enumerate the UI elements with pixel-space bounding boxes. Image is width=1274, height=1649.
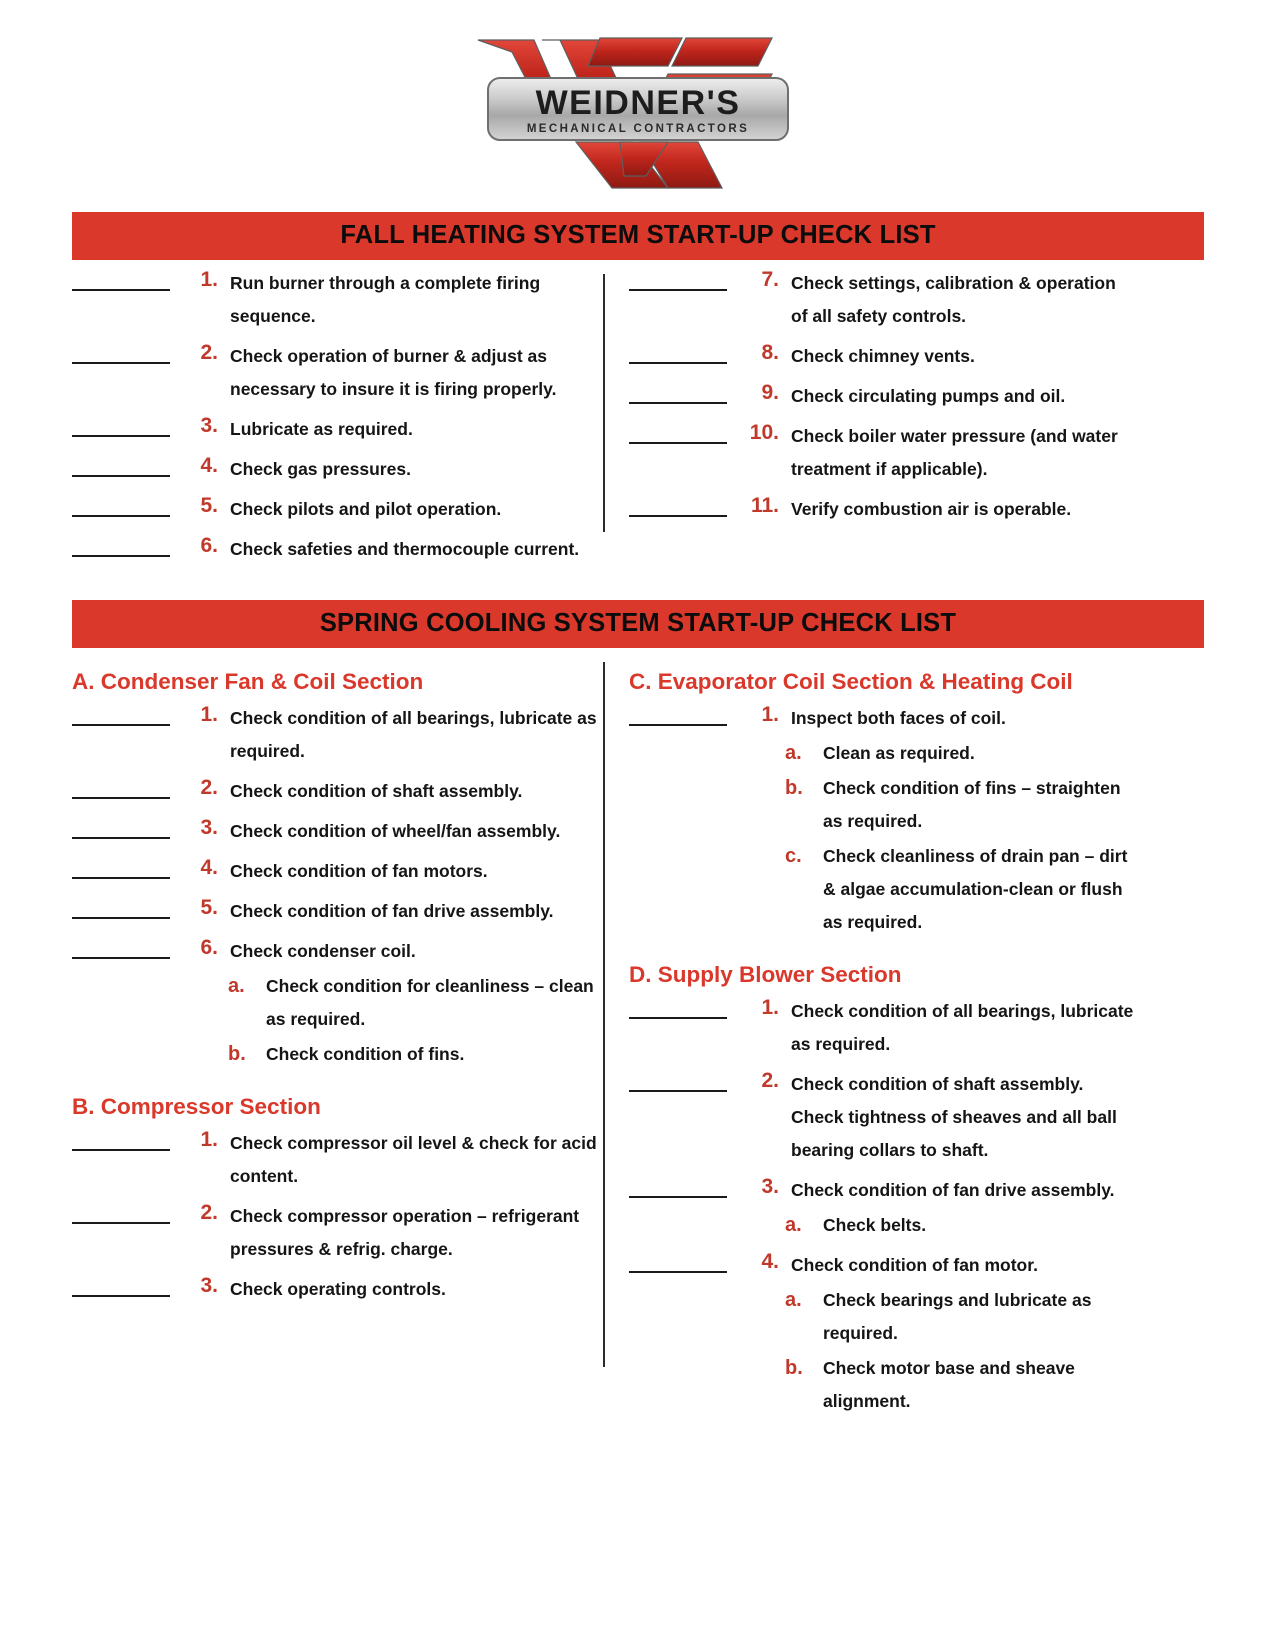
checklist-subitem [629, 840, 1136, 939]
checklist-item [72, 775, 597, 808]
fall-heating-band-title: FALL HEATING SYSTEM START-UP CHECK LIST [72, 212, 1204, 260]
checklist-item [72, 935, 597, 968]
checklist-item-text: Check gas pressures. [230, 458, 411, 479]
checklist-subitem [629, 1352, 1136, 1418]
checklist-item [629, 420, 1136, 486]
checklist-blank-line[interactable] [629, 420, 727, 446]
spring-cooling-right-column [605, 648, 1136, 1418]
checklist-item-text: Check condenser coil. [230, 940, 416, 961]
checklist-item-text: Check circulating pumps and oil. [791, 385, 1066, 406]
checklist-item-text: Run burner through a complete firing sequence. [230, 272, 541, 326]
checklist-blank-line[interactable] [629, 702, 727, 728]
checklist-item [72, 702, 597, 768]
checklist-item [629, 702, 1136, 735]
checklist-item-number: 1. [200, 1127, 218, 1151]
checklist-item [629, 1068, 1136, 1167]
checklist-subitem-spacer [72, 970, 170, 996]
checklist-subitem-letter: b. [785, 1356, 803, 1379]
checklist-item [72, 453, 597, 486]
checklist-blank-line[interactable] [72, 775, 170, 801]
checklist-subitem-letter: b. [228, 1042, 246, 1065]
checklist-item-text: Check settings, calibration & operation of all safety controls. [791, 272, 1116, 326]
checklist-item-number: 3. [200, 413, 218, 437]
fall-heating-right-column [605, 260, 1136, 566]
checklist-blank-line[interactable] [629, 1249, 727, 1275]
checklist-item [629, 995, 1136, 1061]
checklist-item [72, 855, 597, 888]
checklist-sheet [0, 212, 1274, 1418]
checklist-item-text: Check operation of burner & adjust as necessary to insure it is firing properly. [230, 345, 557, 399]
checklist-subitem-letter: b. [785, 776, 803, 799]
checklist-item-number: 11. [750, 493, 779, 517]
checklist-blank-line[interactable] [72, 533, 170, 559]
logo-tagline-text: MECHANICAL CONTRACTORS [526, 123, 750, 135]
checklist-item [72, 493, 597, 526]
checklist-item [629, 380, 1136, 413]
checklist-item-text: Check safeties and thermocouple current. [230, 538, 580, 559]
checklist-subitem [629, 737, 1136, 770]
checklist-subitem-letter: a. [785, 741, 802, 764]
checklist-item-number: 2. [761, 1068, 779, 1092]
checklist-item-text: Check compressor oil level & check for acid content. [230, 1132, 597, 1186]
checklist-blank-line[interactable] [72, 267, 170, 293]
checklist-item [629, 340, 1136, 373]
checklist-item [72, 413, 597, 446]
spring-right-groups [629, 668, 1136, 1418]
fall-heating-left-column [72, 260, 603, 566]
checklist-item-number: 7. [761, 267, 779, 291]
checklist-item-text: Lubricate as required. [230, 418, 413, 439]
checklist-subitem-letter: c. [785, 844, 802, 867]
checklist-item [72, 267, 597, 333]
spring-left-groups [72, 668, 597, 1306]
checklist-blank-line[interactable] [629, 493, 727, 519]
checklist-subitem-letter: a. [228, 974, 245, 997]
checklist-blank-line[interactable] [72, 1200, 170, 1226]
checklist-blank-line[interactable] [72, 935, 170, 961]
checklist-subitem-text: Check condition of fins – straighten as required. [823, 777, 1121, 831]
checklist-item-number: 1. [200, 267, 218, 291]
checklist-item-number: 1. [761, 702, 779, 726]
checklist-item-text: Check chimney vents. [791, 345, 975, 366]
checklist-subitem-spacer [629, 772, 727, 798]
checklist-subitem [72, 970, 597, 1036]
section-checklist [629, 702, 1136, 939]
checklist-subitem-letter: a. [785, 1288, 802, 1311]
checklist-blank-line[interactable] [629, 267, 727, 293]
checklist-blank-line[interactable] [629, 995, 727, 1021]
section-checklist [629, 995, 1136, 1418]
logo-company-text: WEIDNER'S [535, 84, 741, 122]
fall-heating-columns [72, 260, 1204, 566]
logo-svg [472, 22, 802, 192]
checklist-item [629, 1249, 1136, 1282]
checklist-subitem [72, 1038, 597, 1071]
checklist-blank-line[interactable] [72, 815, 170, 841]
checklist-item-text: Check condition of shaft assembly. Check tightness of sheaves and all ball bearing collars to shaft. [791, 1073, 1117, 1160]
checklist-blank-line[interactable] [72, 1273, 170, 1299]
checklist-item [72, 1200, 597, 1266]
checklist-item [72, 895, 597, 928]
checklist-blank-line[interactable] [629, 1174, 727, 1200]
checklist-item [72, 533, 597, 566]
spring-cooling-left-column [72, 648, 603, 1418]
fall-heating-left-list [72, 267, 597, 566]
checklist-subitem-letter: a. [785, 1213, 802, 1236]
checklist-item-text: Check condition of shaft assembly. [230, 780, 523, 801]
checklist-subitem-spacer [72, 1038, 170, 1064]
checklist-item-text: Check condition of fan drive assembly. [791, 1179, 1115, 1200]
checklist-blank-line[interactable] [629, 380, 727, 406]
checklist-item-text: Check condition of fan drive assembly. [230, 900, 554, 921]
checklist-subitem [629, 1284, 1136, 1350]
checklist-item-number: 5. [200, 895, 218, 919]
checklist-item-number: 4. [200, 855, 218, 879]
checklist-item-text: Check condition of all bearings, lubricate as required. [230, 707, 597, 761]
checklist-item [72, 1273, 597, 1306]
logo-chevron-lower [576, 142, 722, 188]
checklist-item-number: 1. [761, 995, 779, 1019]
checklist-item-number: 8. [761, 340, 779, 364]
company-logo [0, 0, 1274, 192]
checklist-item-text: Check operating controls. [230, 1278, 446, 1299]
checklist-item-number: 5. [200, 493, 218, 517]
checklist-item-number: 4. [200, 453, 218, 477]
checklist-item [629, 1174, 1136, 1207]
checklist-item-text: Check boiler water pressure (and water treatment if applicable). [791, 425, 1118, 479]
checklist-item-text: Check condition of fan motors. [230, 860, 488, 881]
checklist-item-text: Check condition of wheel/fan assembly. [230, 820, 561, 841]
checklist-item-number: 4. [761, 1249, 779, 1273]
checklist-item-number: 10. [749, 420, 779, 444]
checklist-subitem-text: Check cleanliness of drain pan – dirt & algae accumulation-clean or flush as required. [823, 845, 1128, 932]
spring-cooling-columns [72, 648, 1204, 1418]
checklist-item-number: 1. [200, 702, 218, 726]
checklist-subitem-text: Check belts. [823, 1214, 927, 1235]
checklist-blank-line[interactable] [72, 895, 170, 921]
checklist-subitem-spacer [629, 840, 727, 866]
section-heading: D. Supply Blower Section [629, 961, 902, 987]
checklist-item-text: Inspect both faces of coil. [791, 707, 1006, 728]
checklist-blank-line[interactable] [72, 702, 170, 728]
logo-banner [488, 78, 788, 140]
checklist-subitem-text: Check condition of fins. [266, 1043, 465, 1064]
checklist-blank-line[interactable] [629, 340, 727, 366]
checklist-item-number: 3. [200, 815, 218, 839]
checklist-item-number: 6. [200, 935, 218, 959]
checklist-item-number: 2. [200, 775, 218, 799]
checklist-item-text: Check condition of all bearings, lubricate as required. [791, 1000, 1134, 1054]
checklist-item [72, 815, 597, 848]
checklist-item-text: Check condition of fan motor. [791, 1254, 1038, 1275]
checklist-subitem-spacer [629, 1352, 727, 1378]
checklist-subitem-text: Check motor base and sheave alignment. [823, 1357, 1075, 1411]
section-checklist [72, 702, 597, 1071]
checklist-subitem-text: Clean as required. [823, 742, 975, 763]
checklist-item [72, 1127, 597, 1193]
checklist-blank-line[interactable] [72, 855, 170, 881]
checklist-blank-line[interactable] [72, 453, 170, 479]
checklist-item-text: Verify combustion air is operable. [791, 498, 1072, 519]
checklist-subitem-spacer [629, 1209, 727, 1235]
logo-graphic [472, 22, 802, 192]
section-heading: B. Compressor Section [72, 1093, 321, 1119]
checklist-blank-line[interactable] [72, 493, 170, 519]
checklist-item-number: 9. [761, 380, 779, 404]
checklist-subitem-text: Check condition for cleanliness – clean as required. [266, 975, 594, 1029]
checklist-subitem-spacer [629, 737, 727, 763]
section-heading: A. Condenser Fan & Coil Section [72, 668, 424, 694]
checklist-item-text: Check compressor operation – refrigerant pressures & refrig. charge. [230, 1205, 580, 1259]
checklist-blank-line[interactable] [72, 340, 170, 366]
checklist-blank-line[interactable] [72, 413, 170, 439]
checklist-item [629, 267, 1136, 333]
spring-cooling-band-title: SPRING COOLING SYSTEM START-UP CHECK LIST [72, 600, 1204, 648]
checklist-item-number: 2. [200, 1200, 218, 1224]
checklist-blank-line[interactable] [629, 1068, 727, 1094]
section-heading: C. Evaporator Coil Section & Heating Coil [629, 668, 1073, 694]
section-checklist [72, 1127, 597, 1306]
fall-heating-right-list [629, 267, 1136, 526]
checklist-item-number: 3. [761, 1174, 779, 1198]
checklist-subitem-spacer [629, 1284, 727, 1310]
checklist-item-number: 3. [200, 1273, 218, 1297]
checklist-item [629, 493, 1136, 526]
checklist-subitem [629, 1209, 1136, 1242]
checklist-subitem-text: Check bearings and lubricate as required. [823, 1289, 1092, 1343]
checklist-blank-line[interactable] [72, 1127, 170, 1153]
checklist-item-number: 2. [200, 340, 218, 364]
checklist-item-text: Check pilots and pilot operation. [230, 498, 502, 519]
checklist-item [72, 340, 597, 406]
checklist-subitem [629, 772, 1136, 838]
checklist-item-number: 6. [200, 533, 218, 557]
